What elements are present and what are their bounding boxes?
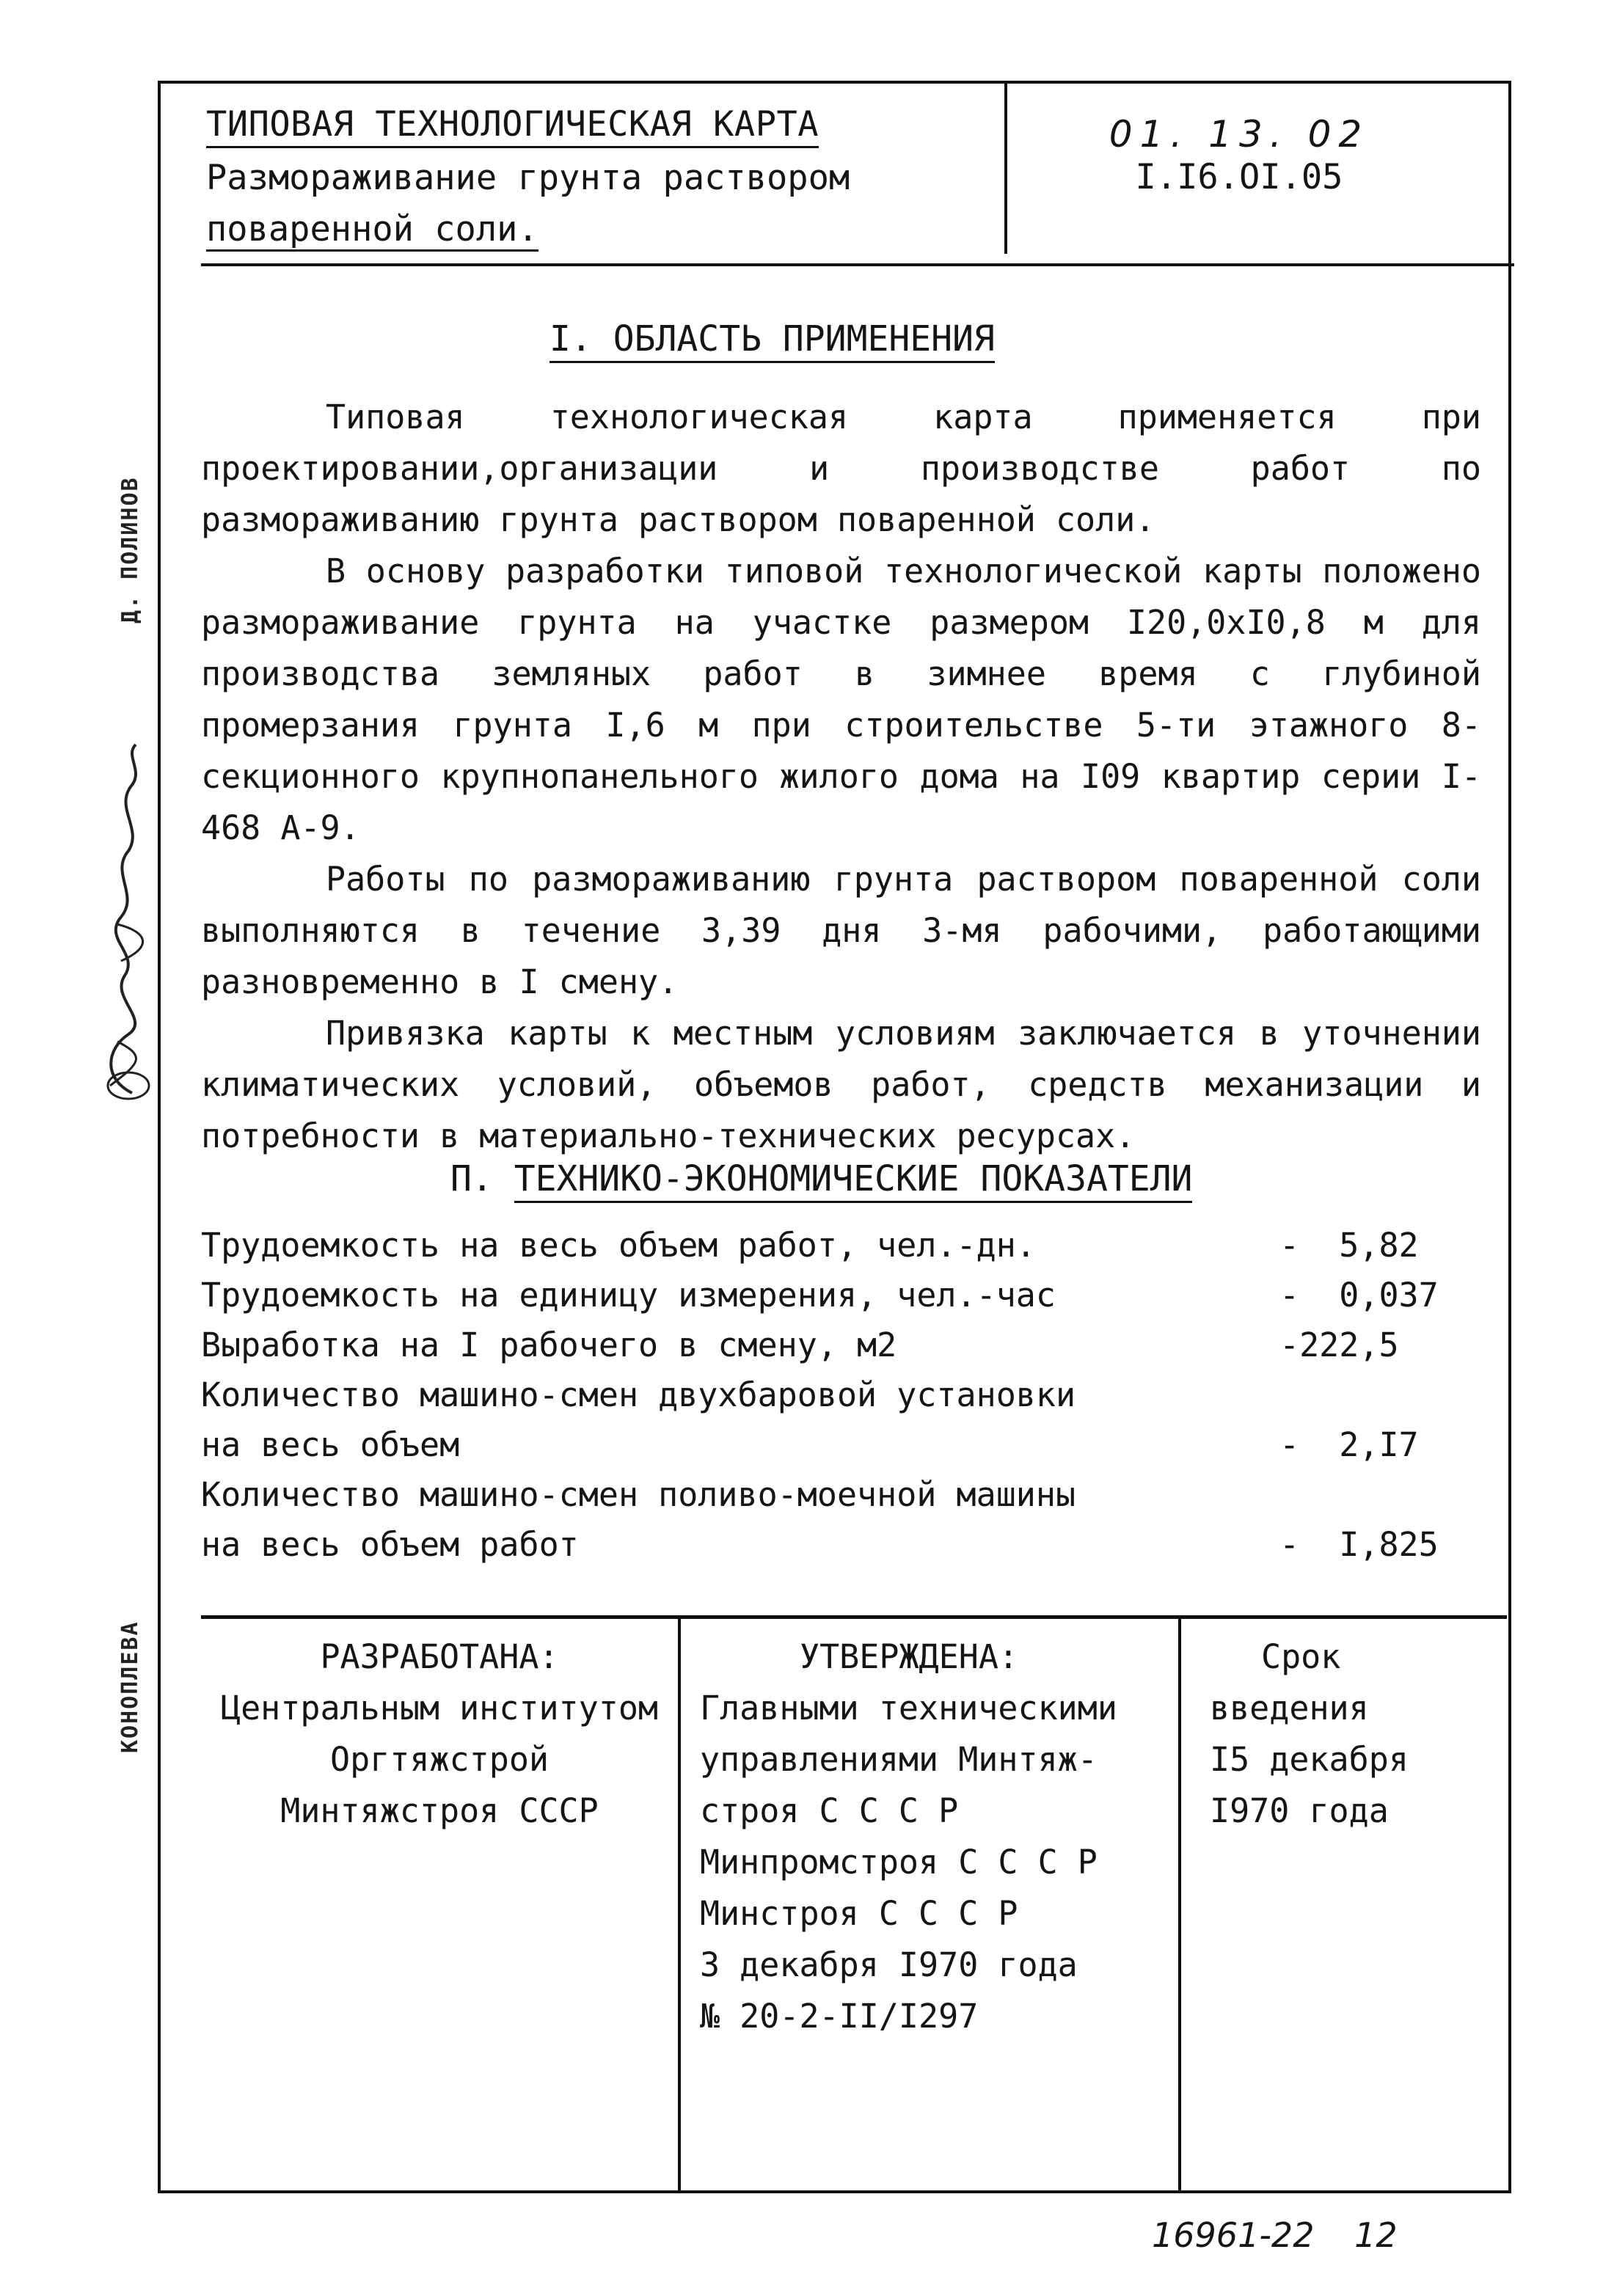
approved-by-heading: УТВЕРЖДЕНА:	[799, 1637, 1018, 1676]
indicator-row: Трудоемкость на единицу измерения, чел.-час - 0,037	[201, 1276, 1439, 1315]
paragraph: Привязка карты к местным условиям заключается в уточнении климатических условий, объемов работ, средств механизации и потребности в материально-технических ресурсах.	[201, 1014, 1481, 1155]
approval-divider-vertical	[1178, 1619, 1181, 2193]
margin-stamp-top: Д. ПОЛИНОВ	[117, 476, 143, 624]
developed-by-column: РАЗРАБОТАНА: Центральным институтом Оргтяжстрой Минтяжстроя СССР	[201, 1631, 678, 1837]
card-type-title: ТИПОВАЯ ТЕХНОЛОГИЧЕСКАЯ КАРТА	[206, 104, 819, 148]
indicator-row: Количество машино-смен поливо-моечной машины	[201, 1475, 1076, 1514]
indicator-row: Трудоемкость на весь объем работ, чел.-дн. - 5,82	[201, 1226, 1419, 1265]
document-number: 16961-22	[1152, 2215, 1315, 2255]
approval-divider-horizontal	[201, 1615, 1507, 1619]
effective-date-column: Срок введения I5 декабря I970 года	[1210, 1631, 1503, 1837]
document-code: I.I6.OI.05	[1135, 157, 1343, 197]
page-number: 12	[1354, 2215, 1398, 2255]
indicator-row: Выработка на I рабочего в смену, м2 -222,5	[201, 1326, 1399, 1364]
header-divider-horizontal	[201, 263, 1514, 266]
developed-by-heading: РАЗРАБОТАНА:	[320, 1637, 559, 1676]
paragraph: Типовая технологическая карта применяется при проектировании,организации и производстве работ по размораживанию грунта раствором поваренной соли.	[201, 398, 1481, 539]
approved-by-column: УТВЕРЖДЕНА: Главными техническими управлениями Минтяж- строя С С С Р Минпромстроя С С С Р Минстроя С С С Р 3 декабря I970 года № 20-2-II/I297	[700, 1631, 1169, 2042]
approval-divider-vertical	[678, 1619, 681, 2193]
signature-icon	[88, 741, 169, 1108]
section2-title: П. ТЕХНИКО-ЭКОНОМИЧЕСКИЕ ПОКАЗАТЕЛИ	[450, 1158, 1192, 1199]
section1-title: I. ОБЛАСТЬ ПРИМЕНЕНИЯ	[549, 318, 995, 359]
effective-date-heading: Срок	[1261, 1637, 1341, 1676]
indicators-list	[201, 1221, 1481, 1570]
paragraph: Работы по размораживанию грунта раствором поваренной соли выполняются в течение 3,39 дня 3-мя рабочими, работающими разновременно в I смену.	[201, 860, 1481, 1001]
handwritten-code: 01. 13. 02	[1109, 113, 1370, 156]
header-title-block	[206, 104, 997, 255]
indicator-row: на весь объем - 2,I7	[201, 1425, 1419, 1464]
indicator-row: Количество машино-смен двухбаровой установки	[201, 1375, 1076, 1414]
paragraph: В основу разработки типовой технологической карты положено размораживание грунта на участке размером I20,0xI0,8 м для производства земляных работ в зимнее время с глубиной промерзания грунта I,6 м при строительстве 5-ти этажного 8-секционного крупнопанельного жилого дома на I09 квартир серии I-468 А-9.	[201, 552, 1481, 847]
header-code-block	[1034, 113, 1445, 197]
header-divider-vertical	[1004, 84, 1007, 254]
card-subject: Размораживание грунта раствором поваренной соли.	[206, 153, 997, 255]
margin-stamp-bottom: КОНОПЛЕВА	[117, 1620, 143, 1753]
indicator-row: на весь объем работ - I,825	[201, 1525, 1439, 1564]
document-frame	[158, 81, 1511, 2193]
page-footer	[1152, 2215, 1398, 2255]
section1-body	[201, 392, 1481, 1162]
